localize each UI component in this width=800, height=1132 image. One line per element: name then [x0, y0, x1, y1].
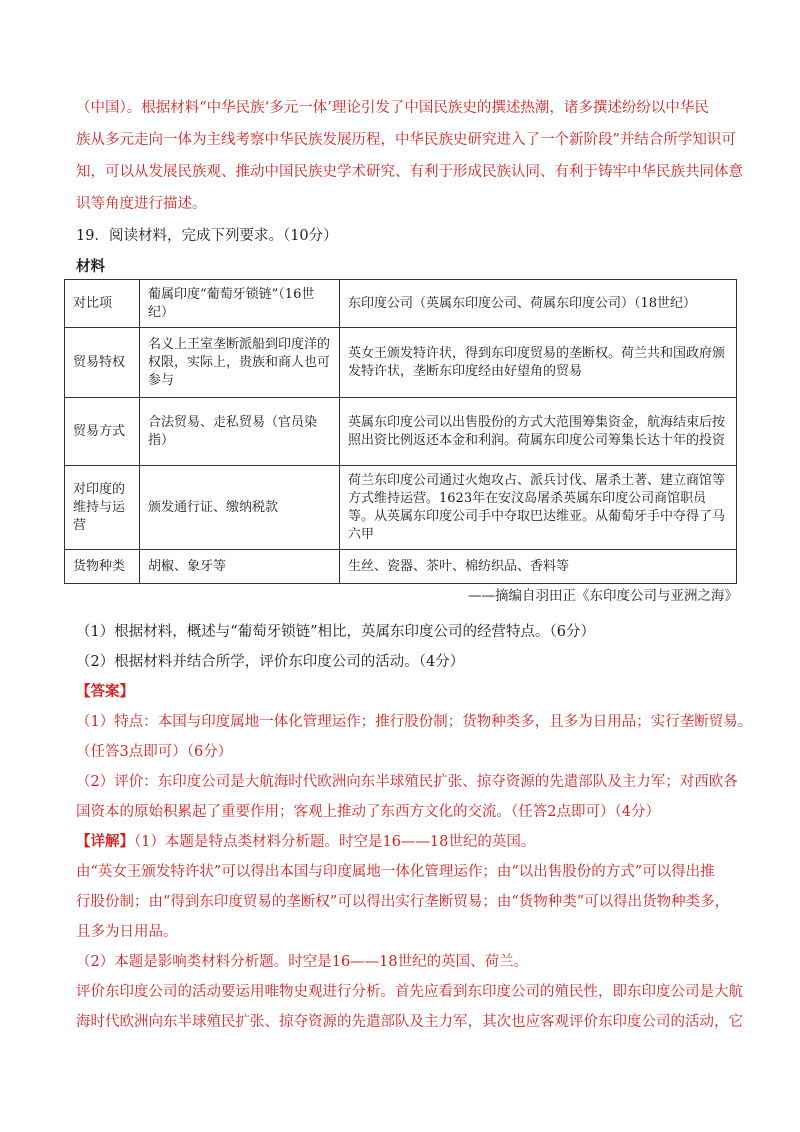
intro-line-3: 知，可以从发展民族观、推动中国民族史学术研究、有利于形成民族认同、有利于铸牢中华民族共同体意 — [76, 164, 743, 180]
intro-line-1: （中国）。根据材料“中华民族‘多元一体’理论引发了中国民族史的撰述热潮，诸多撰述纷纷以中华民 — [76, 100, 709, 116]
table-cell: 胡椒、象牙等 — [140, 550, 340, 584]
answer-1-line-2: （任答3点即可）（6分） — [76, 744, 233, 760]
answer-1-line-1: （1）特点：本国与印度属地一体化管理运作；推行股份制；货物种类多，且多为日用品；实行垄断贸易。 — [76, 714, 753, 730]
table-cell: 东印度公司（英属东印度公司、荷属东印度公司）（18世纪） — [340, 280, 737, 328]
material-source: ——摘编自羽田正《东印度公司与亚洲之海》 — [468, 588, 738, 604]
table-cell: 贸易特权 — [65, 328, 140, 398]
table-cell: 葡属印度“葡萄牙锁链”（16世纪） — [140, 280, 340, 328]
table-row — [65, 466, 737, 550]
table-cell: 货物种类 — [65, 550, 140, 584]
table-row — [65, 398, 737, 466]
table-cell: 英女王颁发特许状，得到东印度贸易的垄断权。荷兰共和国政府颁发特许状，垄断东印度经由好望角的贸易 — [340, 328, 737, 398]
intro-line-4: 识等角度进行描述。 — [76, 196, 207, 212]
answer-2-line-1: （2）评价：东印度公司是大航海时代欧洲向东半球殖民扩张、掠夺资源的先遣部队及主力军；对西欧各 — [76, 774, 738, 790]
table-row — [65, 550, 737, 584]
detail-1-line-1: 由“英女王颁发特许状”可以得出本国与印度属地一体化管理运作；由“以出售股份的方式”可以得出推 — [76, 864, 715, 880]
table-cell: 英属东印度公司以出售股份的方式大范围筹集资金，航海结束后按照出资比例返还本金和利润。荷属东印度公司筹集长达十年的投资 — [340, 398, 737, 466]
table-cell: 贸易方式 — [65, 398, 140, 466]
detail-head-1 — [76, 832, 726, 852]
detail-label: 【详解】 — [76, 833, 134, 850]
table-cell: 名义上王室垄断派船到印度洋的权限，实际上，贵族和商人也可参与 — [140, 328, 340, 398]
material-label: 材料 — [76, 258, 105, 275]
detail-2-line-1: 评价东印度公司的活动要运用唯物史观进行分析。首先应看到东印度公司的殖民性，即东印度公司是大航 — [76, 984, 743, 1000]
table-cell: 颁发通行证、缴纳税款 — [140, 466, 340, 550]
table-row — [65, 280, 737, 328]
answer-label: 【答案】 — [76, 683, 134, 700]
detail-2-heading: （2）本题是影响类材料分析题。时空是16——18世纪的英国、荷兰。 — [76, 954, 529, 970]
detail-1-line-2: 行股份制；由“得到东印度贸易的垄断权”可以得出实行垄断贸易；由“货物种类”可以得出货物种类多， — [76, 894, 730, 910]
intro-line-2: 族从多元走向一体为主线考察中华民族发展历程，中华民族史研究进入了一个新阶段”并结合所学知识可 — [76, 132, 736, 148]
table-cell: 生丝、瓷器、茶叶、棉纺织品、香料等 — [340, 550, 737, 584]
table-row — [65, 328, 737, 398]
detail-2-line-2: 海时代欧洲向东半球殖民扩张、掠夺资源的先遣部队及主力军，其次也应客观评价东印度公司的活动，它 — [76, 1014, 743, 1030]
question-title: 19．阅读材料，完成下列要求。（10分） — [76, 228, 338, 244]
table-cell: 对比项 — [65, 280, 140, 328]
sub-question-1: （1）根据材料，概述与“葡萄牙锁链”相比，英属东印度公司的经营特点。（6分） — [76, 624, 596, 640]
table-cell: 合法贸易、走私贸易（官员染指） — [140, 398, 340, 466]
material-table — [64, 279, 737, 584]
answer-2-line-2: 国资本的原始积累起了重要作用；客观上推动了东西方文化的交流。（任答2点即可）（4分） — [76, 804, 660, 820]
detail-1-heading: （1）本题是特点类材料分析题。时空是16——18世纪的英国。 — [134, 834, 536, 850]
table-cell: 荷兰东印度公司通过火炮攻占、派兵讨伐、屠杀土著、建立商馆等方式维持运营。1623年在安汶岛屠杀英属东印度公司商馆职员等。从英属东印度公司手中夺取巴达维亚。从葡萄牙手中夺得了马六甲 — [340, 466, 737, 550]
table-cell: 对印度的维持与运营 — [65, 466, 140, 550]
sub-question-2: （2）根据材料并结合所学，评价东印度公司的活动。（4分） — [76, 654, 465, 670]
detail-1-line-3: 且多为日用品。 — [76, 924, 178, 940]
